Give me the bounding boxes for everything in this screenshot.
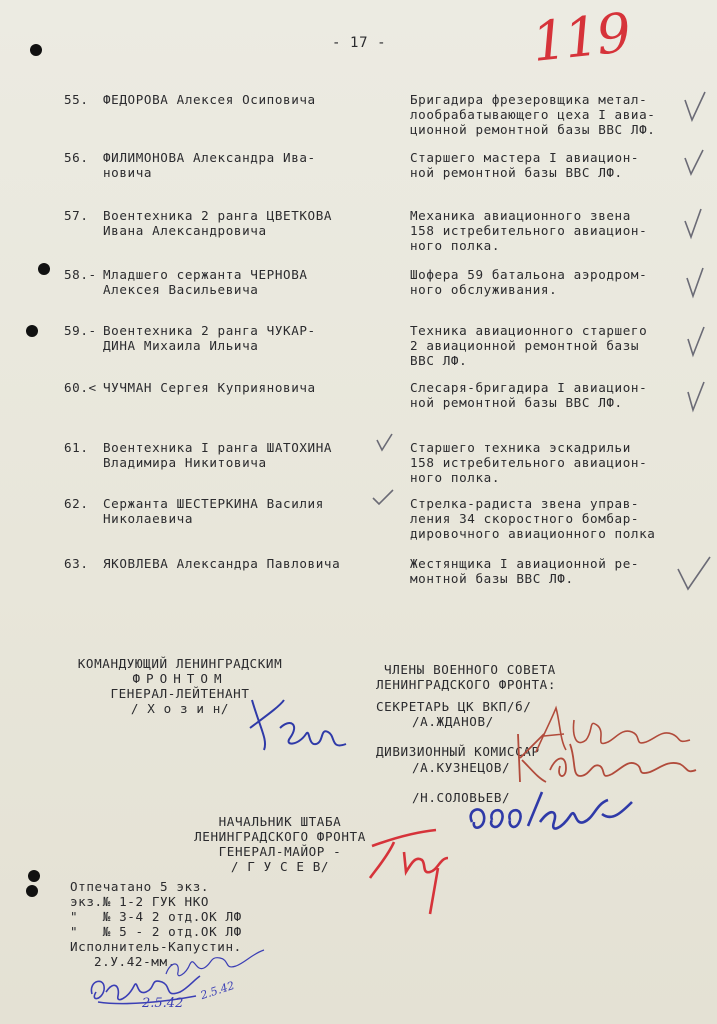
entry-position-line: монтной базы ВВС ЛФ. — [410, 571, 574, 586]
chief-of-staff-title — [170, 814, 390, 874]
distribution-line-4: " № 5 - 2 отд.ОК ЛФ — [70, 924, 242, 939]
entry-number: 58.- — [64, 267, 97, 282]
distribution-line-3: " № 3-4 2 отд.ОК ЛФ — [70, 909, 242, 924]
check-mark-56 — [683, 148, 707, 178]
signature-kapustin-2 — [160, 944, 270, 984]
entry-position — [410, 380, 647, 410]
entry-position-line: Старшего техника эскадрильи — [410, 440, 631, 455]
council-member-3-name: /Н.СОЛОВЬЕВ/ — [412, 790, 511, 805]
entry-name — [103, 556, 340, 571]
council-member-2-name: /А.КУЗНЕЦОВ/ — [412, 760, 511, 775]
entry-name-line: Ивана Александровича — [103, 223, 267, 238]
entry-position — [410, 267, 647, 297]
distribution-line-1: Отпечатано 5 экз. — [70, 879, 210, 894]
entry-name — [103, 267, 308, 297]
handwritten-date-1: 2.5.42 — [142, 996, 184, 1011]
entry-name-line: Воентехника 2 ранга ЧУКАР- — [103, 323, 316, 338]
binder-hole-5 — [26, 885, 38, 897]
entry-name-line: Алексея Васильевича — [103, 282, 259, 297]
entry-position-line: Бригадира фрезеровщика метал- — [410, 92, 648, 107]
council-header-line-1: ЧЛЕНЫ ВОЕННОГО СОВЕТА — [384, 662, 556, 677]
entry-name-line: Воентехника I ранга ШАТОХИНА — [103, 440, 333, 455]
entry-position-line: Слесаря-бригадира I авиацион- — [410, 380, 648, 395]
entry-position — [410, 440, 647, 485]
entry-position-line: ной ремонтной базы ВВС ЛФ. — [410, 165, 623, 180]
entry-position-line: Механика авиационного звена — [410, 208, 631, 223]
entry-number: 55. — [64, 92, 89, 107]
entry-position — [410, 150, 639, 180]
handwritten-date-2: 2.5.42 — [198, 978, 237, 1003]
entry-number: 62. — [64, 496, 89, 511]
council-member-1-title: СЕКРЕТАРЬ ЦК ВКП/б/ — [376, 699, 532, 714]
page-number: - 17 - — [332, 35, 387, 51]
entry-name — [103, 323, 316, 353]
entry-position-line: ного обслуживания. — [410, 282, 558, 297]
check-mark-61 — [375, 432, 395, 454]
entry-position — [410, 496, 655, 541]
entry-position-line: 2 авиационной ремонтной базы — [410, 338, 640, 353]
commander-line-4: / Х о з и н/ — [130, 701, 230, 716]
entry-position — [410, 323, 647, 368]
entry-position-line: Шофера 59 батальона аэродром- — [410, 267, 648, 282]
entry-name-line: Владимира Никитовича — [103, 455, 267, 470]
entry-name-line: ФЕДОРОВА Алексея Осиповича — [103, 92, 316, 107]
check-mark-62 — [371, 488, 395, 508]
entry-position-line: 158 истребительного авиацион- — [410, 455, 648, 470]
chief-line-1: НАЧАЛЬНИК ШТАБА — [218, 814, 342, 829]
binder-hole-2 — [38, 263, 50, 275]
entry-position-line: ционной ремонтной базы ВВС ЛФ. — [410, 122, 656, 137]
entry-position-line: ления 34 скоростного бомбар- — [410, 511, 640, 526]
entry-position-line: лообрабатывающего цеха I авиа- — [410, 107, 656, 122]
entry-number: 57. — [64, 208, 89, 223]
entry-number: 63. — [64, 556, 89, 571]
entry-name-line: новича — [103, 165, 153, 180]
entry-name — [103, 150, 316, 180]
entry-name-line: ФИЛИМОНОВА Александра Ива- — [103, 150, 316, 165]
check-mark-57 — [683, 207, 707, 241]
entry-name-line: ДИНА Михаила Ильича — [103, 338, 259, 353]
entry-position-line: ного полка. — [410, 470, 501, 485]
entry-number: 59.- — [64, 323, 97, 338]
entry-position-line: 158 истребительного авиацион- — [410, 223, 648, 238]
entry-name-line: Николаевича — [103, 511, 194, 526]
entry-number: 60.< — [64, 380, 97, 395]
chief-line-2: ЛЕНИНГРАДСКОГО ФРОНТА — [194, 829, 366, 844]
entry-position-line: ного полка. — [410, 238, 501, 253]
commander-line-1: КОМАНДУЮЩИЙ ЛЕНИНГРАДСКИМ — [77, 656, 283, 671]
entry-position-line: Жестянщика I авиационной ре- — [410, 556, 640, 571]
entry-number: 61. — [64, 440, 89, 455]
signature-gusev — [364, 822, 458, 918]
council-member-1-name: /А.ЖДАНОВ/ — [412, 714, 494, 729]
entry-position-line: Техника авиационного старшего — [410, 323, 648, 338]
entry-name-line: Воентехника 2 ранга ЦВЕТКОВА — [103, 208, 333, 223]
check-mark-59 — [686, 325, 708, 359]
archive-number: 119 — [528, 1, 633, 74]
signature-khozin — [246, 688, 356, 764]
entry-position — [410, 556, 639, 586]
entry-position — [410, 208, 647, 253]
entry-position — [410, 92, 655, 137]
entry-name-line: ЧУЧМАН Сергея Куприяновича — [103, 380, 316, 395]
entry-name — [103, 440, 332, 470]
binder-hole-3 — [26, 325, 38, 337]
entry-position-line: ной ремонтной базы ВВС ЛФ. — [410, 395, 623, 410]
commander-line-3: ГЕНЕРАЛ-ЛЕЙТЕНАНТ — [110, 686, 250, 701]
entry-position-line: ВВС ЛФ. — [410, 353, 468, 368]
entry-number: 56. — [64, 150, 89, 165]
entry-position-line: Стрелка-радиста звена управ- — [410, 496, 640, 511]
entry-name-line: ЯКОВЛЕВА Александра Павловича — [103, 556, 341, 571]
signature-solovyev — [462, 782, 642, 844]
distribution-line-5: Исполнитель-Капустин. — [70, 939, 242, 954]
check-mark-63 — [676, 555, 712, 593]
entry-name — [103, 92, 316, 107]
chief-line-3: ГЕНЕРАЛ-МАЙОР - — [218, 844, 342, 859]
distribution-line-6: 2.У.42-мм. — [94, 954, 176, 969]
council-header-line-2: ЛЕНИНГРАДСКОГО ФРОНТА: — [376, 677, 557, 692]
entry-position-line: дировочного авиационного полка — [410, 526, 656, 541]
entry-name-line: Сержанта ШЕСТЕРКИНА Василия — [103, 496, 324, 511]
signature-kuznetsov — [510, 726, 700, 790]
council-header — [376, 662, 556, 692]
binder-hole-4 — [28, 870, 40, 882]
distribution-line-2: экз.№ 1-2 ГУК НКО — [70, 894, 210, 909]
commander-line-2: ФРОНТОМ — [132, 671, 228, 686]
entry-name — [103, 208, 332, 238]
chief-line-4: / Г У С Е В/ — [230, 859, 330, 874]
check-mark-58 — [685, 266, 709, 300]
entry-name — [103, 380, 316, 395]
binder-hole-1 — [30, 44, 42, 56]
entry-name — [103, 496, 324, 526]
entry-position-line: Старшего мастера I авиацион- — [410, 150, 640, 165]
entry-name-line: Младшего сержанта ЧЕРНОВА — [103, 267, 308, 282]
council-member-2-title: ДИВИЗИОННЫЙ КОМИССАР — [376, 744, 540, 759]
check-mark-55 — [683, 90, 707, 124]
check-mark-60 — [686, 380, 708, 414]
